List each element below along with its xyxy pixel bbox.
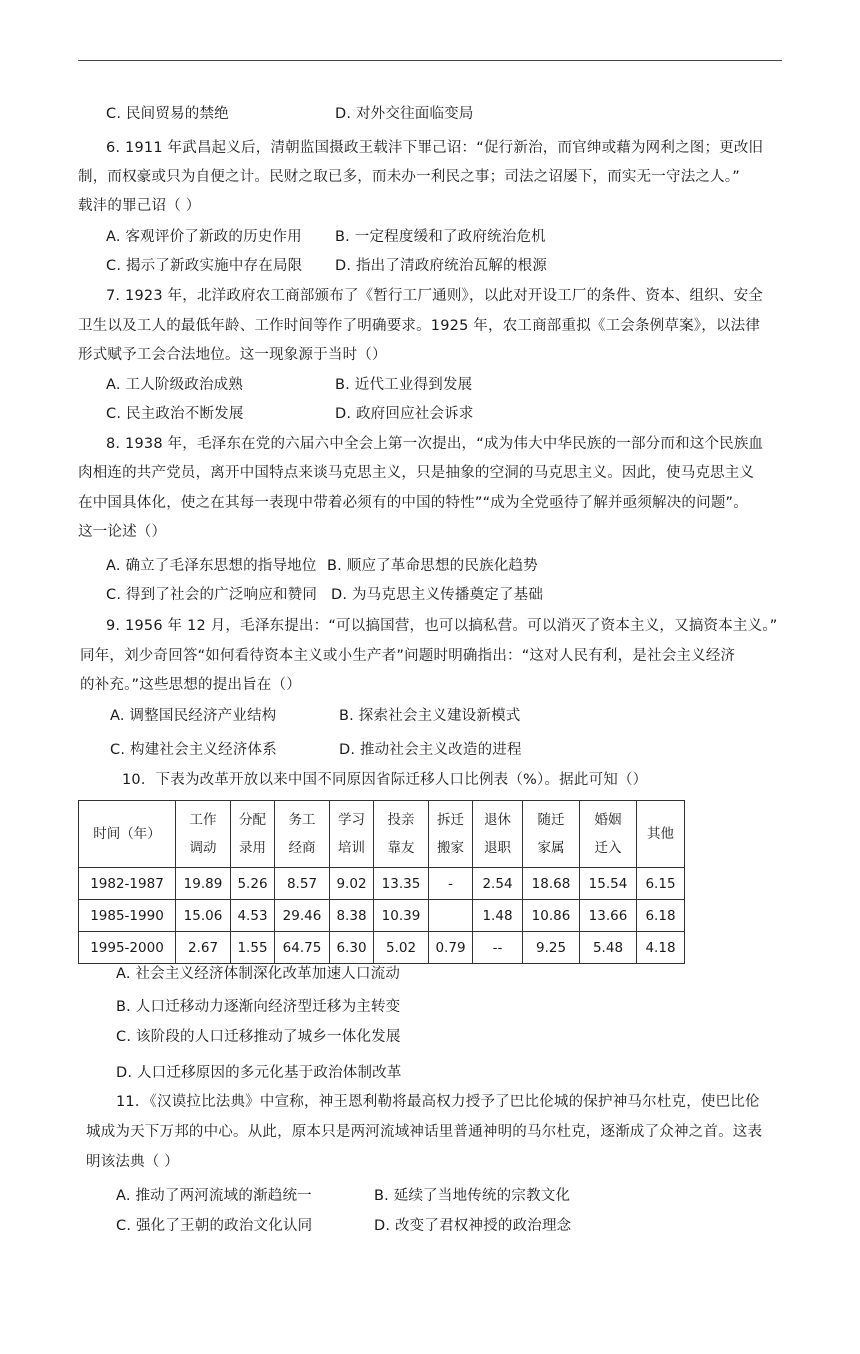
q8-stem-line2: 肉相连的共产党员，离开中国特点来谈马克思主义，只是抽象的空洞的马克思主义。因此，使马克思主义 — [78, 465, 755, 481]
header-relatives: 投亲 靠友 — [374, 801, 429, 868]
q7-stem-line1: 7. 1923 年，北洋政府农工商部颁布了《暂行工厂通则》，以此对开设工厂的条件、资本、组织、安全 — [106, 288, 764, 304]
q7-option-b: B. 近代工业得到发展 — [335, 377, 473, 393]
table-cell: 1982-1987 — [79, 868, 176, 900]
table-cell: 8.57 — [275, 868, 330, 900]
q9-stem-line2: 同年，刘少奇回答“如何看待资本主义或小生产者”问题时明确指出：“这对人民有利，是社会主义经济 — [80, 648, 736, 664]
table-cell: -- — [473, 932, 523, 964]
table-header-row — [79, 801, 685, 868]
q10-option-d: D. 人口迁移原因的多元化基于政治体制改革 — [116, 1065, 402, 1081]
q11-stem-line1: 11．《汉谟拉比法典》中宣称，神王恩利勒将最高权力授予了巴比伦城的保护神马尔杜克，使巴比伦 — [116, 1094, 760, 1110]
table-cell: 13.35 — [374, 868, 429, 900]
q6-option-c: C. 揭示了新政实施中存在局限 — [106, 258, 303, 274]
q9-option-a: A. 调整国民经济产业结构 — [110, 708, 277, 724]
q7-option-c: C. 民主政治不断发展 — [106, 406, 244, 422]
q5-option-c: C. 民间贸易的禁绝 — [106, 106, 229, 122]
table-cell: 29.46 — [275, 900, 330, 932]
q8-option-b: B. 顺应了革命思想的民族化趋势 — [327, 558, 538, 574]
table-cell: 15.06 — [176, 900, 231, 932]
q11-option-d: D. 改变了君权神授的政治理念 — [374, 1218, 572, 1234]
table-cell: 10.39 — [374, 900, 429, 932]
header-work-business: 务工 经商 — [275, 801, 330, 868]
q11-option-a: A. 推动了两河流域的渐趋统一 — [116, 1188, 312, 1204]
q7-option-d: D. 政府回应社会诉求 — [335, 406, 474, 422]
q6-stem-line1: 6. 1911 年武昌起义后，清朝监国摄政王载沣下罪己诏：“促行新治，而官绅或藉为网利之图；更改旧 — [106, 140, 764, 156]
q9-option-d: D. 推动社会主义改造的进程 — [339, 742, 522, 758]
table-cell: 6.30 — [330, 932, 374, 964]
q6-stem-line2: 制，而权豪或只为自便之计。民财之取已多，而未办一利民之事；司法之诏屡下，而实无一守法之人。” — [78, 169, 740, 185]
table-cell: 5.02 — [374, 932, 429, 964]
table-cell: 4.53 — [231, 900, 275, 932]
q9-stem-line1: 9. 1956 年 12 月，毛泽东提出：“可以搞国营，也可以搞私营。可以消灭了资本主义，又搞资本主义。” — [106, 618, 778, 634]
q9-option-c: C. 构建社会主义经济体系 — [110, 742, 277, 758]
q7-stem-line3: 形式赋予工会合法地位。这一现象源于当时（） — [78, 347, 387, 363]
header-time: 时间（年） — [79, 801, 176, 868]
q11-stem-line3: 明该法典（ ） — [86, 1154, 180, 1170]
table-cell: 5.26 — [231, 868, 275, 900]
table-cell: 10.86 — [523, 900, 580, 932]
table-cell: 15.54 — [580, 868, 637, 900]
header-rule — [78, 60, 782, 61]
header-family: 随迁 家属 — [523, 801, 580, 868]
table-cell: 18.68 — [523, 868, 580, 900]
q8-option-d: D. 为马克思主义传播奠定了基础 — [331, 587, 544, 603]
q8-stem-line4: 这一论述（） — [78, 524, 167, 540]
q10-option-c: C. 该阶段的人口迁移推动了城乡一体化发展 — [116, 1029, 401, 1045]
header-assignment: 分配 录用 — [231, 801, 275, 868]
table-cell: 9.25 — [523, 932, 580, 964]
q6-stem-line3: 载沣的罪己诏（ ） — [78, 198, 201, 214]
table-cell: 1995-2000 — [79, 932, 176, 964]
header-marriage: 婚姻 迁入 — [580, 801, 637, 868]
q11-option-b: B. 延续了当地传统的宗教文化 — [374, 1188, 571, 1204]
table-cell: 6.18 — [637, 900, 685, 932]
q11-option-c: C. 强化了王朝的政治文化认同 — [116, 1218, 313, 1234]
table-cell: 8.38 — [330, 900, 374, 932]
q10-option-b: B. 人口迁移动力逐渐向经济型迁移为主转变 — [116, 999, 401, 1015]
table-cell: 0.79 — [429, 932, 473, 964]
table-row — [79, 900, 685, 932]
q10-option-a: A. 社会主义经济体制深化改革加速人口流动 — [116, 966, 401, 982]
q8-option-a: A. 确立了毛泽东思想的指导地位 — [106, 558, 317, 574]
q11-stem-line2: 城成为天下万邦的中心。从此，原本只是两河流域神话里普通神明的马尔杜克，逐渐成了众神之首。这表 — [86, 1124, 763, 1140]
migration-table — [78, 800, 685, 964]
q6-option-d: D. 指出了清政府统治瓦解的根源 — [335, 258, 548, 274]
table-row — [79, 868, 685, 900]
table-cell: - — [429, 868, 473, 900]
q7-stem-line2: 卫生以及工人的最低年龄、工作时间等作了明确要求。1925 年，农工商部重拟《工会条例草案》，以法律 — [78, 318, 761, 334]
q8-stem-line3: 在中国具体化，使之在其每一表现中带着必须有的中国的特性”“成为全党亟待了解并亟须解决的问题”。 — [78, 495, 748, 511]
header-study: 学习 培训 — [330, 801, 374, 868]
table-cell: 64.75 — [275, 932, 330, 964]
table-cell: 19.89 — [176, 868, 231, 900]
q9-option-b: B. 探索社会主义建设新模式 — [339, 708, 521, 724]
q6-option-a: A. 客观评价了新政的历史作用 — [106, 229, 302, 245]
table-cell: 2.67 — [176, 932, 231, 964]
table-cell: 1.48 — [473, 900, 523, 932]
table-cell: 1985-1990 — [79, 900, 176, 932]
q8-stem-line1: 8. 1938 年，毛泽东在党的六届六中全会上第一次提出，“成为伟大中华民族的一部分而和这个民族血 — [106, 436, 764, 452]
q7-option-a: A. 工人阶级政治成熟 — [106, 377, 244, 393]
table-cell: 9.02 — [330, 868, 374, 900]
table-cell: 4.18 — [637, 932, 685, 964]
header-retirement: 退休 退职 — [473, 801, 523, 868]
table-cell: 5.48 — [580, 932, 637, 964]
table-cell: 6.15 — [637, 868, 685, 900]
header-relocation: 拆迁 搬家 — [429, 801, 473, 868]
table-cell: 13.66 — [580, 900, 637, 932]
q5-option-d: D. 对外交往面临变局 — [335, 106, 474, 122]
table-row — [79, 932, 685, 964]
table-cell: 2.54 — [473, 868, 523, 900]
table-cell: 1.55 — [231, 932, 275, 964]
header-other: 其他 — [637, 801, 685, 868]
q10-stem: 10．下表为改革开放以来中国不同原因省际迁移人口比例表（%）。据此可知（） — [122, 772, 648, 788]
q9-stem-line3: 的补充。”这些思想的提出旨在（） — [80, 677, 301, 693]
table-cell — [429, 900, 473, 932]
q8-option-c: C. 得到了社会的广泛响应和赞同 — [106, 587, 318, 603]
header-job-transfer: 工作 调动 — [176, 801, 231, 868]
q6-option-b: B. 一定程度缓和了政府统治危机 — [335, 229, 546, 245]
